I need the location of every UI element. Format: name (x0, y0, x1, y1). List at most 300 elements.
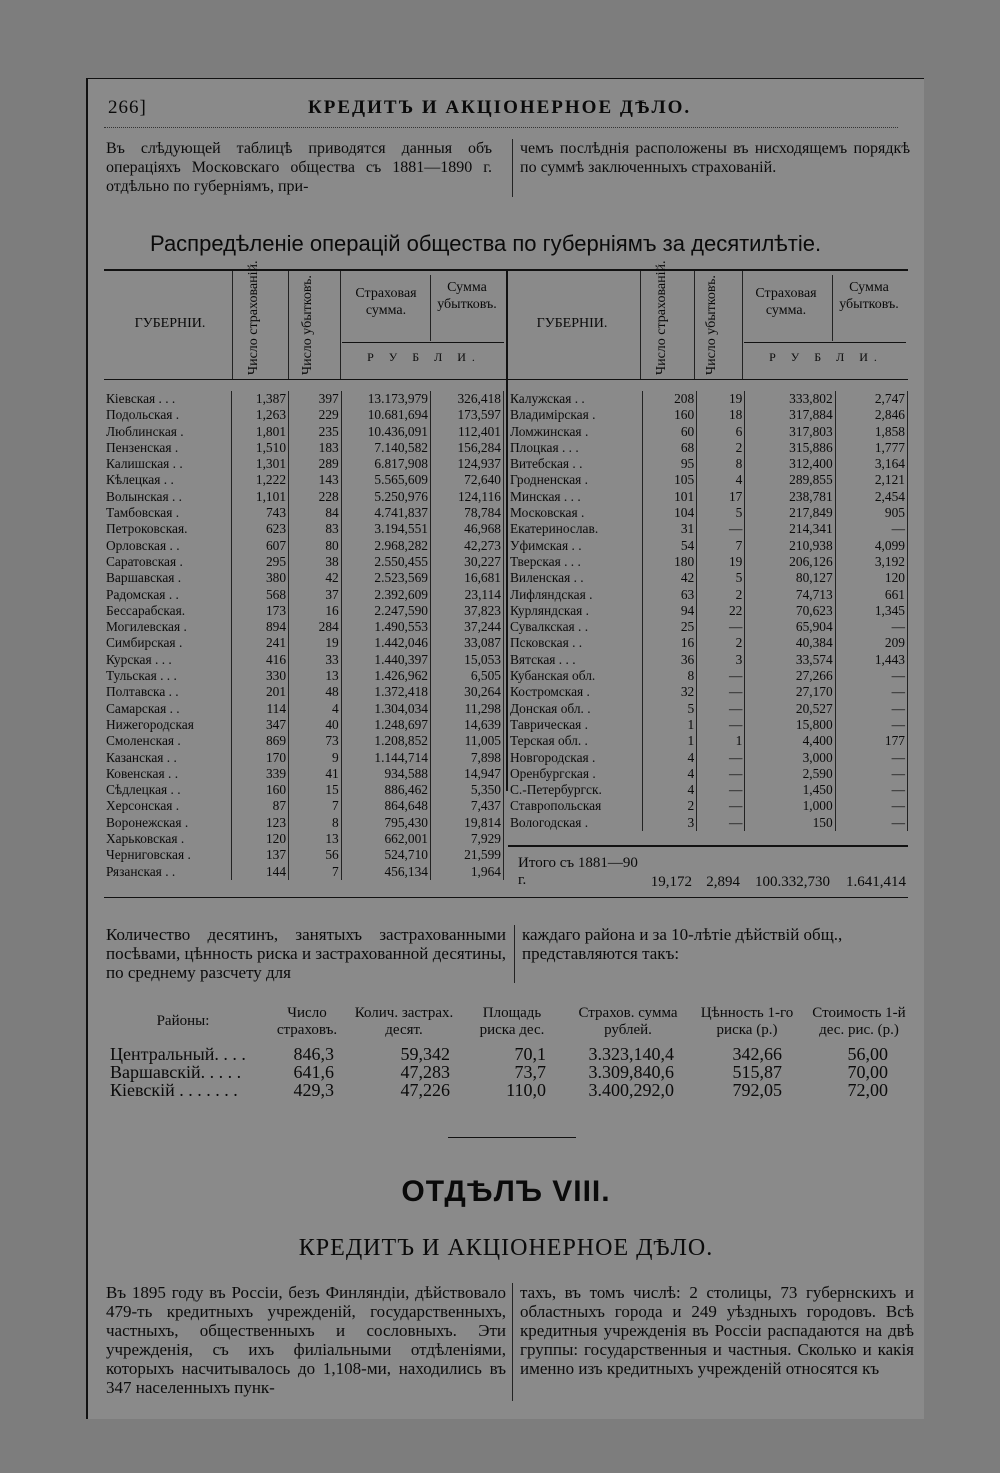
table-cell: 143 (289, 472, 342, 488)
table-cell: 19 (289, 635, 342, 651)
table-cell: 54 (643, 538, 697, 554)
gubernia-name: Вологодская . (508, 815, 643, 831)
total-sum: 100.332,730 (755, 874, 830, 890)
table-cell: 16 (289, 603, 342, 619)
table-cell: 16 (643, 635, 697, 651)
table-row (508, 587, 908, 603)
table-cell: 333,802 (745, 391, 835, 407)
table-cell: — (697, 521, 745, 537)
table-cell: 15,053 (430, 652, 503, 668)
table-cell: 1,000 (745, 798, 835, 814)
table-cell: 18 (697, 407, 745, 423)
gubernia-name: Пензенская . (104, 440, 232, 456)
table-row (508, 684, 908, 700)
table-cell: 312,400 (745, 456, 835, 472)
rubles-rule (342, 342, 504, 343)
gubernia-name: Кѣлецкая . . (104, 472, 232, 488)
table-row (104, 847, 504, 863)
table-cell: 15 (289, 782, 342, 798)
table-cell: 9 (289, 750, 342, 766)
gubernia-name: Могилевская . (104, 619, 232, 635)
rubles-label-right: Р У Б Л И. (769, 350, 883, 364)
para2-left: Количество десятинъ, занятыхъ застрахованными посѣвами, цѣнность риска и застрахованной десятины, по среднему разсчету для (106, 925, 506, 982)
table-cell: — (697, 798, 745, 814)
table-cell: 137 (232, 847, 289, 863)
table-cell: 5 (643, 701, 697, 717)
table-row (104, 538, 504, 554)
table-cell: 201 (232, 684, 289, 700)
gubernia-name: Терская обл. . (508, 733, 643, 749)
table-cell: 46,968 (430, 521, 503, 537)
table-row (508, 733, 908, 749)
col-num-insurances-left: Число страхованій. (246, 260, 261, 375)
table-cell: 40,384 (745, 635, 835, 651)
table-cell: 315,886 (745, 440, 835, 456)
col-num-losses-left: Число убытковъ. (300, 275, 315, 375)
gubernia-name: Донская обл. . (508, 701, 643, 717)
gubernia-name: Симбирская . (104, 635, 232, 651)
table-cell: 3,192 (835, 554, 907, 570)
region-cell: 73,7 (514, 1062, 546, 1082)
table-cell: 63 (643, 587, 697, 603)
table-cell: 229 (289, 407, 342, 423)
table-row (508, 505, 908, 521)
table-cell: 80,127 (745, 570, 835, 586)
total-losses: 2,894 (706, 874, 740, 890)
table-cell: 2,590 (745, 766, 835, 782)
region-row (104, 1063, 894, 1081)
gubernia-name: Кубанская обл. (508, 668, 643, 684)
table-cell: 33,087 (430, 635, 503, 651)
table-cell: 42 (289, 570, 342, 586)
header-divider (288, 271, 289, 379)
table-row (508, 489, 908, 505)
table-cell: 180 (643, 554, 697, 570)
gubernia-name: Бессарабская. (104, 603, 232, 619)
table-cell: 27,170 (745, 684, 835, 700)
table-cell: 65,904 (745, 619, 835, 635)
table-cell: — (835, 815, 907, 831)
table-cell: 7 (697, 538, 745, 554)
table-cell: 6,505 (430, 668, 503, 684)
table-cell: 330 (232, 668, 289, 684)
region-row (104, 1045, 894, 1063)
table-cell: 1,777 (835, 440, 907, 456)
table-row (104, 489, 504, 505)
table-row (508, 619, 908, 635)
gubernia-name: Черниговская . (104, 847, 232, 863)
table-cell: 20,527 (745, 701, 835, 717)
gubernia-name: Костромская . (508, 684, 643, 700)
col-loss-sum-left: Сумма убытковъ. (437, 280, 497, 312)
table-cell: 1.304,034 (341, 701, 430, 717)
table-row (508, 668, 908, 684)
table-cell: 104 (643, 505, 697, 521)
table-cell: 2,747 (835, 391, 907, 407)
gubernia-name: Гродненская . (508, 472, 643, 488)
page (86, 78, 924, 1419)
table-row (104, 652, 504, 668)
region-cell: 515,87 (732, 1062, 782, 1082)
gubernii-table-left (104, 391, 504, 880)
table-row (104, 521, 504, 537)
section-title: КРЕДИТЪ И АКЦІОНЕРНОЕ ДѢЛО. (298, 1235, 714, 1261)
table-cell: — (835, 782, 907, 798)
total-rule (508, 845, 908, 847)
table-cell: 228 (289, 489, 342, 505)
table-cell: 743 (232, 505, 289, 521)
header-divider (232, 271, 233, 379)
table-row (104, 717, 504, 733)
table-cell: 13 (289, 831, 342, 847)
table-cell: 869 (232, 733, 289, 749)
gubernia-name: Ковенская . . (104, 766, 232, 782)
table-title: Распредѣленіе операцій общества по губерніямъ за десятилѣтіе. (150, 231, 822, 256)
table-cell: 6 (697, 424, 745, 440)
column-divider (514, 925, 515, 983)
gubernia-name: Витебская . . (508, 456, 643, 472)
table-cell: — (835, 619, 907, 635)
table-cell: — (835, 521, 907, 537)
table-cell: 3 (643, 815, 697, 831)
table-cell: — (697, 782, 745, 798)
table-cell: 1,301 (232, 456, 289, 472)
table-cell: 68 (643, 440, 697, 456)
table-cell: 2.247,590 (341, 603, 430, 619)
gubernia-name: Новгородская . (508, 750, 643, 766)
table-row (104, 815, 504, 831)
col-insured-sum-left: Страховая сумма. (355, 286, 417, 318)
gubernia-name: Вятская . . . (508, 652, 643, 668)
table-cell: 2.968,282 (341, 538, 430, 554)
table-cell: 1,222 (232, 472, 289, 488)
gubernia-name: Уфимская . . (508, 538, 643, 554)
gubernia-name: Курская . . . (104, 652, 232, 668)
page-number: 266] (108, 97, 147, 118)
table-cell: 112,401 (430, 424, 503, 440)
region-name: Варшавскій. . . . . (110, 1062, 242, 1082)
region-cell: 47,283 (400, 1062, 450, 1082)
table-cell: 114 (232, 701, 289, 717)
table-cell: 568 (232, 587, 289, 603)
table-row (508, 538, 908, 554)
table-cell: 4,400 (745, 733, 835, 749)
gubernia-name: Нижегородская (104, 717, 232, 733)
col-num-losses-right: Число убытковъ. (704, 275, 719, 375)
table-cell: 177 (835, 733, 907, 749)
gubernia-name: Волынская . . (104, 489, 232, 505)
gubernia-name: Саратовская . (104, 554, 232, 570)
table-cell: 32 (643, 684, 697, 700)
gubernia-name: Псковская . . (508, 635, 643, 651)
table-cell: 2 (697, 635, 745, 651)
table-cell: 1.372,418 (341, 684, 430, 700)
total-insurances: 19,172 (650, 874, 692, 890)
table-row (104, 766, 504, 782)
table-cell: 74,713 (745, 587, 835, 603)
table-cell: 37 (289, 587, 342, 603)
table-row (508, 750, 908, 766)
table-cell: 14,639 (430, 717, 503, 733)
table-cell: 4 (643, 766, 697, 782)
table-cell: — (835, 750, 907, 766)
table-cell: 6.817,908 (341, 456, 430, 472)
table-cell: 1,450 (745, 782, 835, 798)
table-cell: 84 (289, 505, 342, 521)
table-cell: 1,101 (232, 489, 289, 505)
gubernia-name: Сувалкская . . (508, 619, 643, 635)
table-row (104, 570, 504, 586)
gubernia-name: Подольская . (104, 407, 232, 423)
region-row (104, 1081, 894, 1099)
table-cell: 124,116 (430, 489, 503, 505)
table-row (104, 701, 504, 717)
gubernia-name: Виленская . . (508, 570, 643, 586)
table-cell: 1,263 (232, 407, 289, 423)
table-cell: 2.550,455 (341, 554, 430, 570)
table-cell: — (697, 766, 745, 782)
col-gubernii-left: ГУБЕРНІИ. (134, 316, 206, 331)
gubernia-name: Люблинская . (104, 424, 232, 440)
regions-header-0: Районы: (156, 1013, 210, 1029)
table-cell: 73 (289, 733, 342, 749)
gubernia-name: Курляндская . (508, 603, 643, 619)
regions-header-3: Площадь риска дес. (479, 1005, 545, 1038)
table-cell: — (697, 815, 745, 831)
table-cell: 101 (643, 489, 697, 505)
table-cell: 208 (643, 391, 697, 407)
table-row (508, 472, 908, 488)
header-divider (640, 271, 641, 379)
gubernia-name: Ломжинская . (508, 424, 643, 440)
table-cell: 3,000 (745, 750, 835, 766)
table-cell: 25 (643, 619, 697, 635)
table-cell: 1 (643, 733, 697, 749)
table-cell: 60 (643, 424, 697, 440)
table-cell: 1.208,852 (341, 733, 430, 749)
intro-left: Въ слѣдующей таблицѣ приводятся данныя объ операціяхъ Московскаго общества съ 1881—1890 г. отдѣльно по губерніямъ, при- (106, 140, 492, 195)
table-cell: 1.490,553 (341, 619, 430, 635)
table-cell: 1,964 (430, 864, 503, 880)
region-cell: 3.400,292,0 (588, 1080, 674, 1100)
table-cell: 1,387 (232, 391, 289, 407)
table-cell: 5,350 (430, 782, 503, 798)
table-cell: 19,814 (430, 815, 503, 831)
region-name: Кіевскій . . . . . . . (110, 1080, 238, 1100)
table-cell: 124,937 (430, 456, 503, 472)
table-cell: 317,803 (745, 424, 835, 440)
gubernia-name: Минская . . . (508, 489, 643, 505)
table-cell: 30,227 (430, 554, 503, 570)
table-cell: 7 (289, 798, 342, 814)
table-cell: 87 (232, 798, 289, 814)
table-cell: 11,298 (430, 701, 503, 717)
table-row (104, 472, 504, 488)
table-cell: 156,284 (430, 440, 503, 456)
regions-header-2: Колич. застрах. десят. (354, 1005, 454, 1038)
table-row (104, 391, 504, 407)
table-cell: 27,266 (745, 668, 835, 684)
table-row (508, 717, 908, 733)
gubernia-name: Кіевская . . . (104, 391, 232, 407)
table-cell: 2,454 (835, 489, 907, 505)
table-row (104, 782, 504, 798)
region-cell: 3.323,140,4 (588, 1044, 674, 1064)
table-cell: 2 (697, 440, 745, 456)
table-cell: 894 (232, 619, 289, 635)
table-cell: 1,801 (232, 424, 289, 440)
table-cell: 83 (289, 521, 342, 537)
table-row (508, 407, 908, 423)
region-cell: 59,342 (400, 1044, 450, 1064)
table-row (104, 668, 504, 684)
gubernia-name: Тульская . . . (104, 668, 232, 684)
table-row (508, 815, 908, 831)
table-cell: 1 (643, 717, 697, 733)
table-cell: 17 (697, 489, 745, 505)
table-row (508, 521, 908, 537)
table-row (508, 603, 908, 619)
region-cell: 56,00 (847, 1044, 888, 1064)
section-number: ОТДѢЛЪ VIII. (401, 1175, 611, 1208)
region-cell: 3.309,840,6 (588, 1062, 674, 1082)
para2-right: каждаго района и за 10-лѣтіе дѣйствій общ., представляются такъ: (522, 925, 843, 963)
region-cell: 792,05 (732, 1080, 782, 1100)
table-cell: 241 (232, 635, 289, 651)
table-cell: — (835, 766, 907, 782)
table-bottom-rule (104, 897, 908, 898)
table-cell: 41 (289, 766, 342, 782)
table-cell: 206,126 (745, 554, 835, 570)
header-divider (340, 271, 341, 379)
table-row (104, 554, 504, 570)
regions-header-6: Стоимость 1-й дес. рис. (р.) (812, 1005, 906, 1038)
rubles-rule (744, 342, 906, 343)
gubernia-name: Тамбовская . (104, 505, 232, 521)
table-cell: 144 (232, 864, 289, 880)
col-gubernii-right: ГУБЕРНІИ. (536, 316, 608, 331)
table-cell: 3 (697, 652, 745, 668)
table-cell: 317,884 (745, 407, 835, 423)
table-row (104, 864, 504, 880)
column-divider (512, 1283, 513, 1401)
table-cell: 5.565,609 (341, 472, 430, 488)
table-cell: 173,597 (430, 407, 503, 423)
table-row (104, 635, 504, 651)
running-title: КРЕДИТЪ И АКЦІОНЕРНОЕ ДѢЛО. (308, 97, 692, 118)
table-cell: 21,599 (430, 847, 503, 863)
table-cell: 8 (289, 815, 342, 831)
region-cell: 70,1 (514, 1044, 546, 1064)
col-loss-sum-right: Сумма убытковъ. (839, 280, 899, 312)
region-cell: 47,226 (400, 1080, 450, 1100)
gubernia-name: Московская . (508, 505, 643, 521)
table-cell: 4.741,837 (341, 505, 430, 521)
gubernia-name: Екатеринослав. (508, 521, 643, 537)
table-cell: 15,800 (745, 717, 835, 733)
table-cell: 524,710 (341, 847, 430, 863)
table-cell: 48 (289, 684, 342, 700)
table-cell: 120 (835, 570, 907, 586)
table-cell: 11,005 (430, 733, 503, 749)
table-cell: 7,898 (430, 750, 503, 766)
table-row (508, 652, 908, 668)
table-cell: 380 (232, 570, 289, 586)
table-cell: 284 (289, 619, 342, 635)
table-cell: — (835, 668, 907, 684)
gubernia-name: Владимірская . (508, 407, 643, 423)
table-cell: — (835, 717, 907, 733)
table-cell: 16,681 (430, 570, 503, 586)
table-cell: 397 (289, 391, 342, 407)
header-divider (742, 271, 743, 379)
table-row (508, 391, 908, 407)
table-cell: — (697, 668, 745, 684)
table-cell: — (697, 619, 745, 635)
table-cell: — (835, 701, 907, 717)
table-cell: 607 (232, 538, 289, 554)
gubernia-name: Лифляндская . (508, 587, 643, 603)
gubernia-name: Тверская . . . (508, 554, 643, 570)
table-cell: 123 (232, 815, 289, 831)
table-cell: 5 (697, 570, 745, 586)
table-cell: 160 (232, 782, 289, 798)
table-cell: 31 (643, 521, 697, 537)
table-cell: 37,244 (430, 619, 503, 635)
gubernia-name: Таврическая . (508, 717, 643, 733)
table-cell: 339 (232, 766, 289, 782)
region-cell: 110,0 (506, 1080, 546, 1100)
gubernia-name: Ставропольская (508, 798, 643, 814)
regions-header-4: Страхов. сумма рублей. (578, 1005, 678, 1038)
table-cell: 150 (745, 815, 835, 831)
table-cell: 347 (232, 717, 289, 733)
table-cell: 295 (232, 554, 289, 570)
table-row (104, 603, 504, 619)
table-row (104, 424, 504, 440)
table-cell: 4 (289, 701, 342, 717)
table-cell: 13 (289, 668, 342, 684)
table-cell: 210,938 (745, 538, 835, 554)
table-cell: 214,341 (745, 521, 835, 537)
table-cell: 1,858 (835, 424, 907, 440)
table-cell: 2.392,609 (341, 587, 430, 603)
table-cell: 4 (697, 472, 745, 488)
table-cell: 1,510 (232, 440, 289, 456)
section-divider (448, 1137, 576, 1138)
table-cell: 1.442,046 (341, 635, 430, 651)
gubernii-table-right (508, 391, 908, 831)
table-row (508, 554, 908, 570)
table-cell: 416 (232, 652, 289, 668)
table-row (104, 619, 504, 635)
table-cell: 72,640 (430, 472, 503, 488)
table-cell: 7 (289, 864, 342, 880)
table-cell: 105 (643, 472, 697, 488)
table-row (104, 831, 504, 847)
region-name: Центральный. . . . (110, 1044, 246, 1064)
table-cell: 42 (643, 570, 697, 586)
table-row (104, 505, 504, 521)
table-cell: 2.523,569 (341, 570, 430, 586)
table-row (508, 456, 908, 472)
body-left: Въ 1895 году въ Россіи, безъ Финляндіи, дѣйствовало 479-ть кредитныхъ учрежденій, государственныхъ, частныхъ, общественныхъ и сословныхъ. Эти учрежденія, съ ихъ филіальными отдѣленіями, которыхъ насчитывалось до 1,108-ми, находились въ 347 населенныхъ пунк- (106, 1283, 506, 1397)
table-cell: 886,462 (341, 782, 430, 798)
table-cell: 22 (697, 603, 745, 619)
gubernia-name: Оренбургская . (508, 766, 643, 782)
gubernia-name: Полтавска . . (104, 684, 232, 700)
table-cell: 5.250,976 (341, 489, 430, 505)
